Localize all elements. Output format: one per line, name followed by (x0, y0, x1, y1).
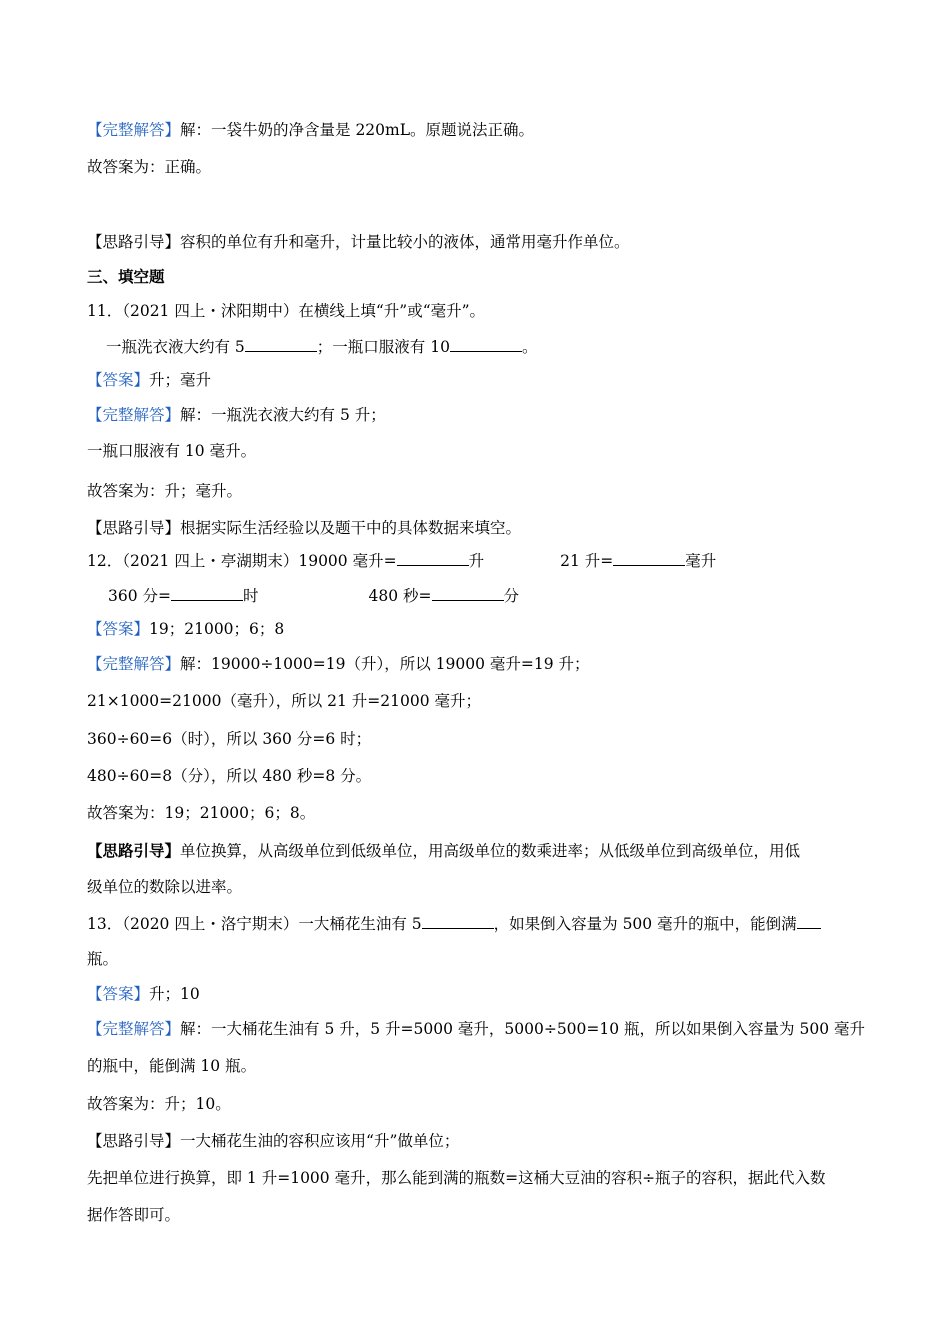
q13-stem-mid: ，如果倒入容量为 500 毫升的瓶中，能倒满 (493, 915, 797, 933)
q13-blank-2 (797, 913, 821, 929)
q12-item-2-prefix: 21 升= (560, 552, 614, 570)
q12-answer-line (87, 619, 284, 639)
hint-tag: 【思路引导】 (87, 1132, 181, 1150)
q10-conclusion: 故答案为：正确。 (87, 158, 212, 176)
q12-hint-1: 单位换算，从高级单位到低级单位，用高级单位的数乘进率；从低级单位到高级单位，用低 (180, 842, 801, 860)
q13-solution-1: 解：一大桶花生油有 5 升，5 升=5000 毫升，5000÷500=10 瓶，所以如果倒入容量为 500 毫升 (180, 1020, 865, 1038)
q11-fill-b-suffix: 。 (521, 338, 538, 356)
q11-blank-a (245, 336, 317, 352)
q12-solution-1: 解：19000÷1000=19（升），所以 19000 毫升=19 升； (180, 655, 590, 673)
q11-answer: 升；毫升 (149, 371, 212, 389)
q11-solution-line (87, 405, 386, 425)
q13-hint-1: 一大桶花生油的容积应该用“升”做单位； (180, 1132, 460, 1150)
q12-blank-3 (171, 585, 243, 601)
q11-fill-line (106, 336, 537, 357)
q10-solution-line (87, 120, 534, 140)
q13-stem-line (87, 913, 821, 934)
hint-tag: 【思路引导】 (87, 233, 181, 251)
q13-conclusion: 故答案为：升；10。 (87, 1095, 231, 1113)
answer-tag: 【答案】 (87, 371, 150, 389)
q12-answer: 19；21000；6；8 (149, 620, 285, 638)
q12-hint-line (87, 841, 800, 861)
q13-answer-line (87, 984, 200, 1004)
q13-answer: 升；10 (149, 985, 200, 1003)
q12-solution-2: 21×1000=21000（毫升），所以 21 升=21000 毫升； (87, 692, 482, 710)
q11-blank-b (450, 336, 522, 352)
q12-stem-prefix: 12．（2021 四上・亭湖期末）19000 毫升= (87, 552, 397, 570)
q11-answer-line (87, 370, 211, 390)
answer-tag: 【答案】 (87, 620, 150, 638)
q10-solution: 解：一袋牛奶的净含量是 220mL。原题说法正确。 (180, 121, 535, 139)
q12-stem-line (87, 550, 716, 571)
q12-hint-2: 级单位的数除以进率。 (87, 878, 243, 896)
q13-hint-2: 先把单位进行换算，即 1 升=1000 毫升，那么能到满的瓶数=这桶大豆油的容积÷瓶子的容积，据此代入数 (87, 1169, 826, 1187)
full-solution-tag: 【完整解答】 (87, 1020, 181, 1038)
full-solution-tag: 【完整解答】 (87, 406, 181, 424)
q12-solution-line (87, 654, 590, 674)
q12-conclusion: 故答案为：19；21000；6；8。 (87, 804, 316, 822)
q12-blank-4 (432, 585, 504, 601)
q12-unit-4: 分 (503, 587, 520, 605)
q12-unit-3: 时 (243, 587, 259, 605)
q13-stem-end: 瓶。 (87, 950, 119, 968)
q12-unit-2: 毫升 (685, 552, 717, 570)
q12-item-3-prefix: 360 分= (108, 587, 171, 605)
q12-unit-1: 升 (468, 552, 485, 570)
full-solution-tag: 【完整解答】 (87, 655, 181, 673)
answer-tag: 【答案】 (87, 985, 150, 1003)
q13-solution-2: 的瓶中，能倒满 10 瓶。 (87, 1057, 257, 1075)
q12-blank-2 (613, 550, 685, 566)
q10-hint: 容积的单位有升和毫升，计量比较小的液体，通常用毫升作单位。 (180, 233, 630, 251)
q11-fill-a-prefix: 一瓶洗衣液大约有 5 (106, 338, 245, 356)
section-title: 三、填空题 (87, 267, 165, 286)
q13-hint-3: 据作答即可。 (87, 1206, 181, 1224)
q13-solution-line (87, 1019, 865, 1039)
q11-conclusion: 故答案为：升；毫升。 (87, 482, 243, 500)
q11-hint: 根据实际生活经验以及题干中的具体数据来填空。 (180, 519, 522, 537)
q11-solution-1: 解：一瓶洗衣液大约有 5 升； (180, 406, 386, 424)
q11-stem: 11．（2021 四上・沭阳期中）在横线上填“升”或“毫升”。 (87, 302, 486, 320)
q13-blank-1 (422, 913, 494, 929)
hint-tag: 【思路引导】 (87, 519, 181, 537)
q13-hint-line (87, 1131, 459, 1151)
q10-hint-line (87, 232, 630, 252)
full-solution-tag: 【完整解答】 (87, 121, 181, 139)
q11-fill-a-suffix: ；一瓶口服液有 10 (316, 338, 450, 356)
hint-tag: 【思路引导】 (87, 841, 181, 860)
q13-stem-prefix: 13．（2020 四上・洛宁期末）一大桶花生油有 5 (87, 915, 422, 933)
q12-solution-3: 360÷60=6（时），所以 360 分=6 时； (87, 730, 372, 748)
q12-blank-1 (397, 550, 469, 566)
q11-hint-line (87, 518, 521, 538)
q12-line-2 (108, 585, 519, 606)
q12-item-4-prefix: 480 秒= (368, 587, 432, 605)
q11-solution-2: 一瓶口服液有 10 毫升。 (87, 442, 257, 460)
q12-solution-4: 480÷60=8（分），所以 480 秒=8 分。 (87, 767, 372, 785)
